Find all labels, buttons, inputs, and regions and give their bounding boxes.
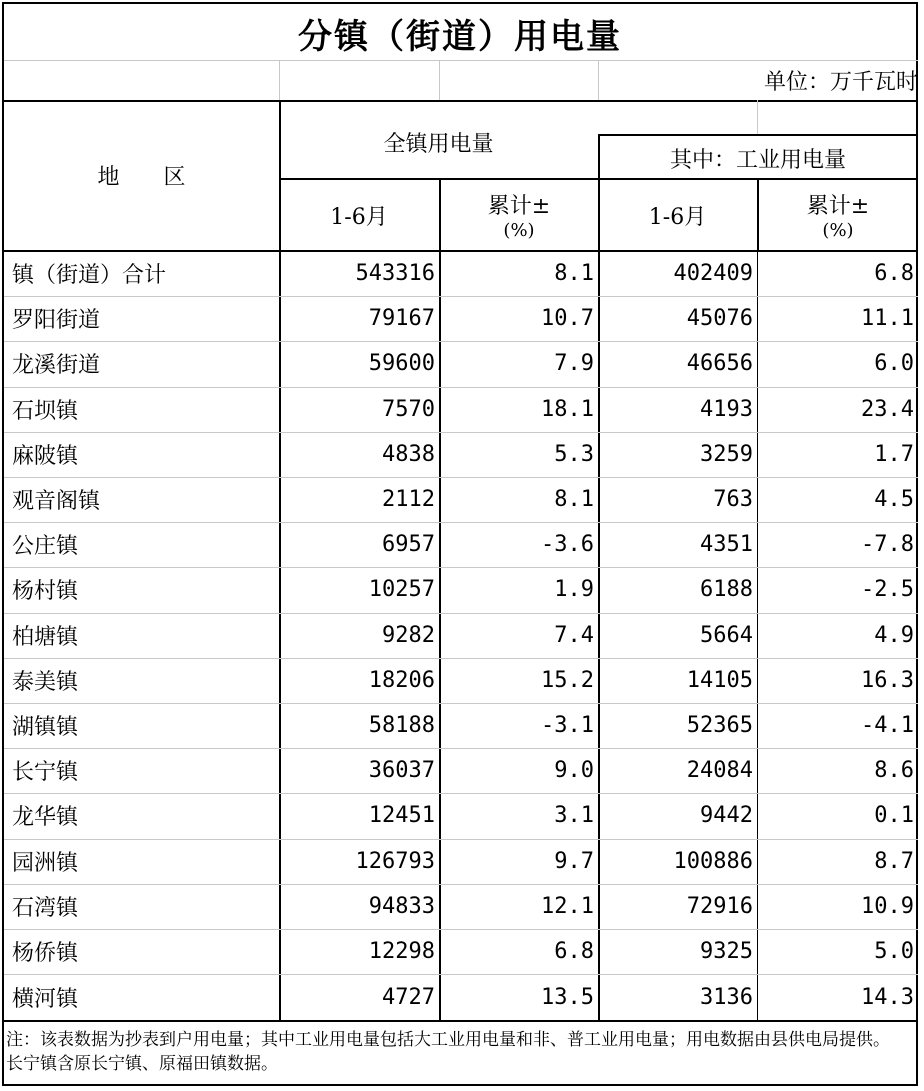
cell-name: 麻陂镇 <box>12 444 79 469</box>
header-total-group-text: 全镇用电量 <box>383 131 494 157</box>
header-industrial-group-text: 其中：工业用电量 <box>669 147 846 173</box>
rule <box>4 60 918 61</box>
header-total-period <box>279 180 439 250</box>
cell-name: 公庄镇 <box>12 534 79 559</box>
cell-name: 长宁镇 <box>12 760 79 785</box>
cell-ind: 4351 <box>700 532 753 557</box>
header-total-cumulative-label: 累计± <box>487 194 551 219</box>
cell-total_pct: 8.1 <box>554 261 594 286</box>
cell-name: 龙华镇 <box>12 805 79 830</box>
header-industrial-cumulative-unit: (%) <box>822 220 854 241</box>
header-industrial-cumulative-label: 累计± <box>806 194 870 219</box>
cell-name: 石湾镇 <box>12 896 79 921</box>
cell-total_pct: 7.4 <box>554 623 594 648</box>
cell-total_pct: 10.7 <box>541 306 594 331</box>
cell-ind: 52365 <box>686 713 753 738</box>
unit-label: 单位：万千瓦时 <box>763 69 918 95</box>
cell-total: 36037 <box>368 758 435 783</box>
cell-name: 杨侨镇 <box>12 941 79 966</box>
cell-ind: 3259 <box>700 442 753 467</box>
cell-ind: 14105 <box>686 668 753 693</box>
cell-name: 罗阳街道 <box>12 308 101 333</box>
cell-total_pct: 8.1 <box>554 487 594 512</box>
cell-total_pct: 9.7 <box>554 849 594 874</box>
cell-ind: 72916 <box>686 894 753 919</box>
cell-ind_pct: 16.3 <box>861 668 914 693</box>
cell-name: 镇（街道）合计 <box>12 263 167 288</box>
cell-ind_pct: 11.1 <box>861 306 914 331</box>
header-industrial-cumulative <box>759 182 917 248</box>
cell-total: 4838 <box>382 442 435 467</box>
cell-ind_pct: -4.1 <box>861 713 914 738</box>
cell-ind: 46656 <box>686 351 753 376</box>
rule <box>598 60 599 100</box>
cell-name: 石坝镇 <box>12 399 79 424</box>
cell-ind_pct: 8.6 <box>874 758 914 783</box>
cell-total_pct: 12.1 <box>541 894 594 919</box>
cell-total: 4727 <box>382 984 435 1010</box>
cell-total_pct: 13.5 <box>541 984 594 1010</box>
cell-total_pct: 1.9 <box>554 577 594 602</box>
cell-name: 龙溪街道 <box>12 353 101 378</box>
cell-name: 杨村镇 <box>12 579 79 604</box>
header-industrial-period <box>598 180 757 250</box>
cell-ind_pct: -2.5 <box>861 577 914 602</box>
cell-total_pct: 15.2 <box>541 668 594 693</box>
cell-ind_pct: 23.4 <box>861 397 914 422</box>
cell-name: 园洲镇 <box>12 851 79 876</box>
cell-total: 10257 <box>368 577 435 602</box>
cell-name: 湖镇镇 <box>12 715 79 740</box>
cell-ind_pct: 4.5 <box>874 487 914 512</box>
cell-total: 126793 <box>355 849 435 874</box>
cell-ind_pct: 0.1 <box>874 803 914 828</box>
cell-ind: 402409 <box>673 261 753 286</box>
cell-name: 横河镇 <box>12 986 79 1012</box>
header-total-cumulative <box>440 182 598 248</box>
cell-total: 6957 <box>382 532 435 557</box>
header-total-period-text: 1-6月 <box>330 204 388 230</box>
cell-total: 2112 <box>382 487 435 512</box>
cell-total: 59600 <box>368 351 435 376</box>
cell-ind: 4193 <box>700 397 753 422</box>
cell-ind: 45076 <box>686 306 753 331</box>
header-industrial-period-text: 1-6月 <box>648 204 707 230</box>
rule <box>757 251 758 1020</box>
footnote: 注：该表数据为抄表到户用电量；其中工业用电量包括大工业用电量和非、普工业用电量；用电数据由县供电局提供。长宁镇含原长宁镇、原福田镇数据。 <box>6 1030 890 1074</box>
cell-ind_pct: 4.9 <box>874 623 914 648</box>
cell-ind_pct: 8.7 <box>874 849 914 874</box>
cell-total: 7570 <box>382 397 435 422</box>
cell-ind_pct: 10.9 <box>861 894 914 919</box>
cell-ind_pct: 6.8 <box>874 261 914 286</box>
cell-total: 79167 <box>368 306 435 331</box>
rule <box>757 100 758 134</box>
cell-total_pct: 5.3 <box>554 442 594 467</box>
cell-total_pct: -3.6 <box>541 532 594 557</box>
cell-ind: 5664 <box>700 623 753 648</box>
cell-ind: 6188 <box>700 577 753 602</box>
rule <box>439 60 440 100</box>
cell-ind: 9442 <box>700 803 753 828</box>
cell-ind: 763 <box>713 487 753 512</box>
page-title: 分镇（街道）用电量 <box>298 16 622 57</box>
cell-total_pct: 9.0 <box>554 758 594 783</box>
cell-ind: 3136 <box>700 984 753 1010</box>
cell-total: 9282 <box>382 623 435 648</box>
cell-ind_pct: 5.0 <box>874 939 914 964</box>
cell-total_pct: 18.1 <box>541 397 594 422</box>
cell-ind: 24084 <box>686 758 753 783</box>
header-region-text: 地 区 <box>97 165 186 190</box>
cell-total_pct: 3.1 <box>554 803 594 828</box>
cell-total: 58188 <box>368 713 435 738</box>
header-industrial-group <box>598 138 918 178</box>
cell-total: 18206 <box>368 668 435 693</box>
rule <box>279 60 280 100</box>
cell-name: 泰美镇 <box>12 670 79 695</box>
cell-ind: 9325 <box>700 939 753 964</box>
cell-ind_pct: 14.3 <box>861 984 914 1010</box>
cell-ind_pct: 1.7 <box>874 442 914 467</box>
cell-ind_pct: -7.8 <box>861 532 914 557</box>
header-region <box>4 100 279 251</box>
header-total-group <box>279 110 598 174</box>
rule <box>598 134 918 136</box>
rule <box>4 1020 918 1022</box>
cell-total: 12298 <box>368 939 435 964</box>
cell-total: 94833 <box>368 894 435 919</box>
cell-total_pct: 7.9 <box>554 351 594 376</box>
cell-ind: 100886 <box>673 849 753 874</box>
cell-total_pct: 6.8 <box>554 939 594 964</box>
header-total-cumulative-unit: (%) <box>503 220 535 241</box>
cell-ind_pct: 6.0 <box>874 351 914 376</box>
cell-name: 柏塘镇 <box>12 625 79 650</box>
cell-total: 12451 <box>368 803 435 828</box>
cell-total_pct: -3.1 <box>541 713 594 738</box>
cell-total: 543316 <box>355 261 435 286</box>
cell-name: 观音阁镇 <box>12 489 101 514</box>
